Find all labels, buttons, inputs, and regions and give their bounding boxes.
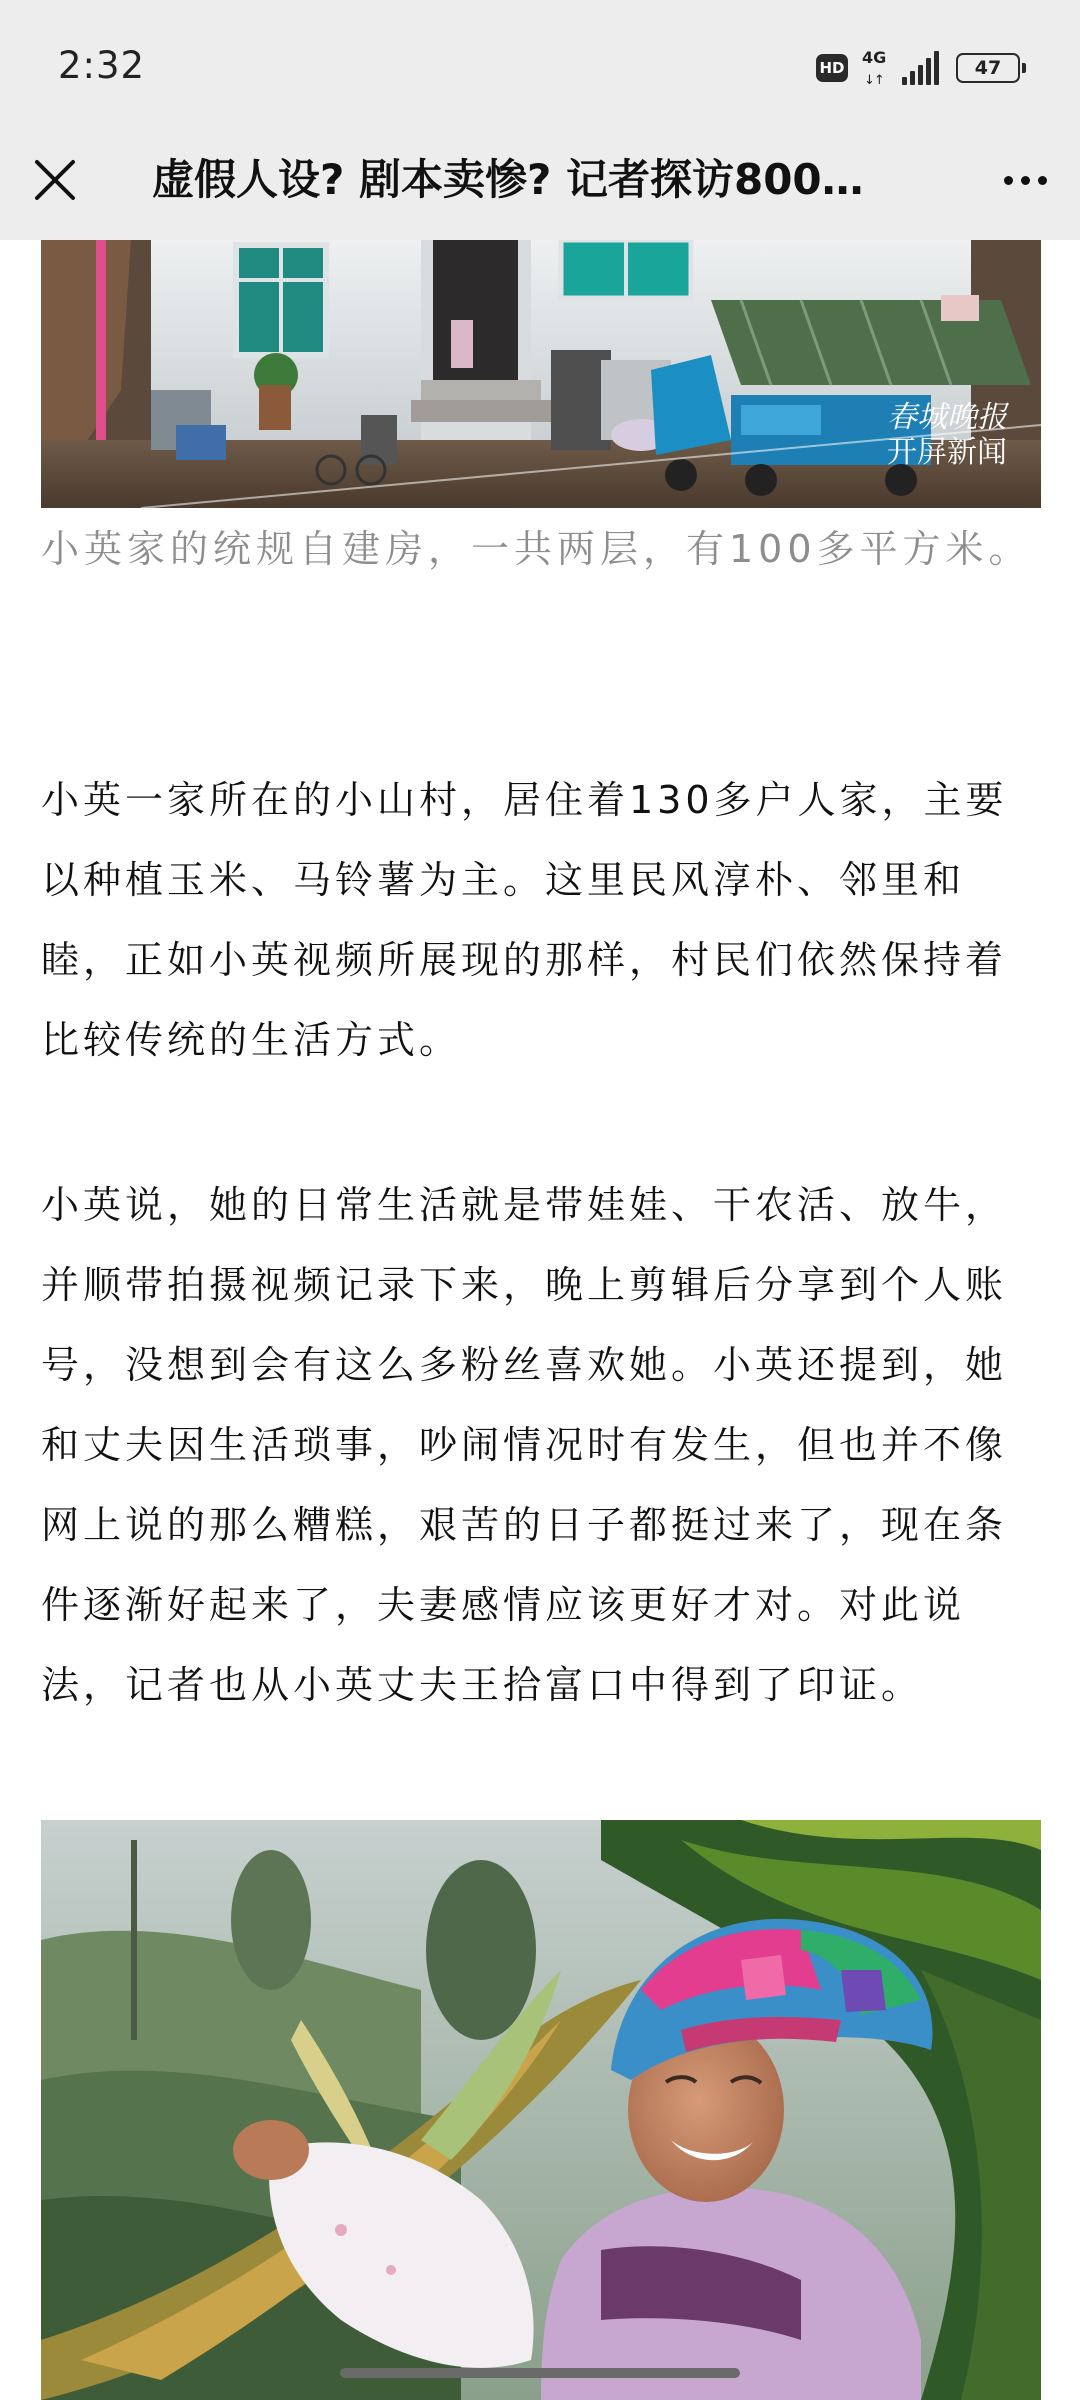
page-title: 虚假人设? 剧本卖惨? 记者探访800… — [152, 155, 864, 204]
woman-photo[interactable] — [41, 1820, 1041, 2400]
hd-badge: HD — [816, 54, 848, 82]
house-photo[interactable] — [41, 240, 1041, 508]
article-paragraph: 小英一家所在的小山村，居住着130多户人家，主要以种植玉米、马铃薯为主。这里民风淳朴、邻里和睦，正如小英视频所展现的那样，村民们依然保持着比较传统的生活方式。 — [41, 778, 1008, 1062]
close-button[interactable] — [20, 145, 90, 215]
article-paragraph: 小英说，她的日常生活就是带娃娃、干农活、放牛，并顺带拍摄视频记录下来，晚上剪辑后分享到个人账号，没想到会有这么多粉丝喜欢她。小英还提到，她和丈夫因生活琐事，吵闹情况时有发生，但也并不像网上说的那么糟糕，艰苦的日子都挺过来了，现在条件逐渐好起来了，夫妻感情应该更好才对。对此说法，记者也从小英丈夫王拾富口中得到了印证。 — [41, 1183, 1008, 1707]
signal-icon — [902, 51, 942, 85]
home-indicator[interactable] — [340, 2368, 740, 2378]
status-time: 2:32 — [58, 44, 146, 87]
battery-icon — [956, 53, 1020, 83]
article-content — [0, 240, 1080, 2400]
network-indicator — [862, 48, 898, 88]
more-dots-icon — [1004, 176, 1013, 185]
news-watermark: 春城晚报 开屏新闻 — [887, 400, 1007, 470]
title-bar — [0, 135, 1080, 240]
more-button[interactable] — [990, 145, 1060, 215]
status-bar — [0, 0, 1080, 135]
data-arrows-icon: ↓↑ — [864, 73, 884, 88]
battery-level: 47 — [974, 57, 1002, 79]
close-icon — [20, 145, 90, 215]
status-icons — [816, 48, 1020, 88]
photo-caption: 小英家的统规自建房，一共两层，有100多平方米。 — [41, 527, 1032, 571]
network-type: 4G — [862, 48, 887, 67]
